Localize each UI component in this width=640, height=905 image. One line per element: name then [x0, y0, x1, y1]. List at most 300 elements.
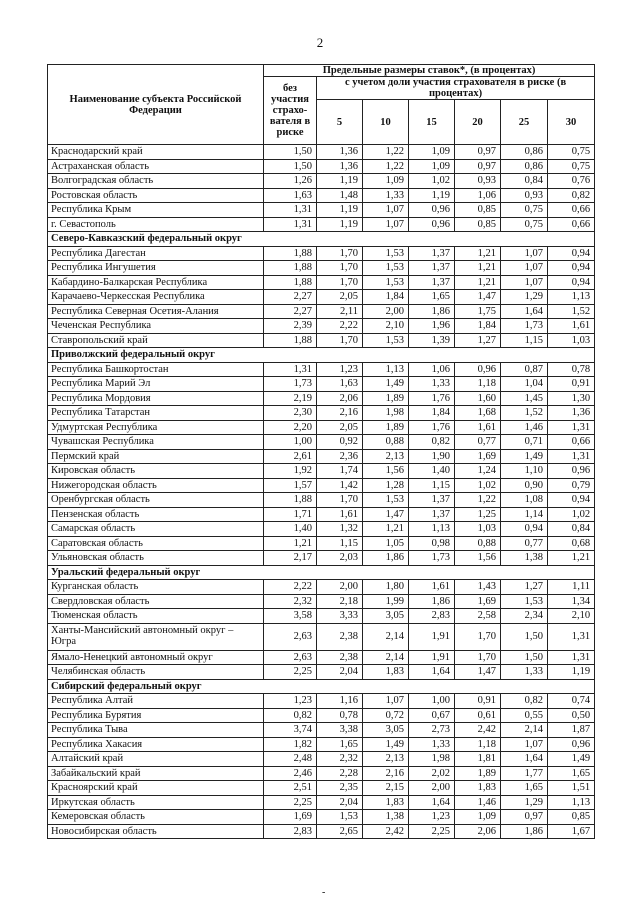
- table-row: [48, 708, 595, 723]
- rate-with-share-cell: 3,38: [317, 723, 363, 738]
- rate-with-share-cell: 1,37: [409, 493, 455, 508]
- table-row: [48, 406, 595, 421]
- rate-with-share-cell: 1,84: [409, 406, 455, 421]
- table-row: [48, 766, 595, 781]
- table-header: [48, 65, 595, 145]
- rate-with-share-cell: 1,53: [363, 275, 409, 290]
- rate-no-share-cell: 2,20: [264, 420, 317, 435]
- rate-with-share-cell: 0,84: [548, 522, 595, 537]
- rate-with-share-cell: 1,65: [501, 781, 548, 796]
- rate-with-share-cell: 0,77: [501, 536, 548, 551]
- rate-with-share-cell: 1,37: [409, 261, 455, 276]
- rate-with-share-cell: 2,38: [317, 650, 363, 665]
- table-row: [48, 536, 595, 551]
- rate-with-share-cell: 1,61: [548, 319, 595, 334]
- table-row: [48, 795, 595, 810]
- subject-name-cell: Кемеровская область: [48, 810, 264, 825]
- rate-with-share-cell: 1,37: [409, 507, 455, 522]
- rate-no-share-cell: 2,83: [264, 824, 317, 839]
- rate-with-share-cell: 1,18: [455, 737, 501, 752]
- subject-name-cell: Ульяновская область: [48, 551, 264, 566]
- subject-name-cell: Карачаево-Черкесская Республика: [48, 290, 264, 305]
- table-row: [48, 464, 595, 479]
- rate-with-share-cell: 0,96: [409, 203, 455, 218]
- rate-with-share-cell: 0,98: [409, 536, 455, 551]
- rate-with-share-cell: 1,42: [317, 478, 363, 493]
- rate-with-share-cell: 1,64: [409, 665, 455, 680]
- rate-with-share-cell: 0,75: [501, 203, 548, 218]
- rate-no-share-cell: 2,25: [264, 795, 317, 810]
- rate-with-share-cell: 1,64: [501, 304, 548, 319]
- rates-title-header: Предельные размеры ставок*, (в процентах): [264, 65, 595, 77]
- subject-name-cell: Чеченская Республика: [48, 319, 264, 334]
- table-row: [48, 551, 595, 566]
- rate-with-share-cell: 1,84: [455, 319, 501, 334]
- subject-name-cell: Нижегородская область: [48, 478, 264, 493]
- rate-no-share-cell: 2,51: [264, 781, 317, 796]
- rate-with-share-cell: 1,70: [317, 275, 363, 290]
- rate-with-share-cell: 1,13: [548, 795, 595, 810]
- rate-no-share-cell: 1,31: [264, 362, 317, 377]
- rate-with-share-cell: 0,94: [548, 261, 595, 276]
- rate-no-share-cell: 1,21: [264, 536, 317, 551]
- rate-no-share-cell: 2,32: [264, 594, 317, 609]
- rate-no-share-cell: 1,73: [264, 377, 317, 392]
- rate-with-share-cell: 1,08: [501, 493, 548, 508]
- rate-no-share-cell: 2,39: [264, 319, 317, 334]
- rate-with-share-cell: 1,02: [548, 507, 595, 522]
- table-row: [48, 217, 595, 232]
- rate-no-share-cell: 2,63: [264, 623, 317, 650]
- rate-no-share-cell: 1,63: [264, 188, 317, 203]
- rate-with-share-cell: 0,91: [455, 694, 501, 709]
- share-level-header: 25: [501, 100, 548, 145]
- rate-with-share-cell: 1,07: [501, 246, 548, 261]
- rate-no-share-cell: 1,31: [264, 203, 317, 218]
- rate-with-share-cell: 2,16: [363, 766, 409, 781]
- rate-no-share-cell: 2,25: [264, 665, 317, 680]
- rate-with-share-cell: 1,64: [501, 752, 548, 767]
- rate-with-share-cell: 2,00: [363, 304, 409, 319]
- rate-with-share-cell: 1,63: [317, 377, 363, 392]
- table-row: [48, 304, 595, 319]
- rate-with-share-cell: 1,02: [409, 174, 455, 189]
- district-name: Приволжский федеральный округ: [48, 348, 595, 363]
- rate-with-share-cell: 2,06: [455, 824, 501, 839]
- rate-with-share-cell: 1,19: [317, 203, 363, 218]
- rate-no-share-cell: 3,58: [264, 609, 317, 624]
- rate-with-share-cell: 1,46: [455, 795, 501, 810]
- subject-name-cell: Забайкальский край: [48, 766, 264, 781]
- district-header-row: [48, 565, 595, 580]
- rate-no-share-cell: 1,57: [264, 478, 317, 493]
- rate-with-share-cell: 1,29: [501, 290, 548, 305]
- rate-with-share-cell: 0,78: [548, 362, 595, 377]
- rate-with-share-cell: 2,06: [317, 391, 363, 406]
- rate-with-share-cell: 1,53: [363, 333, 409, 348]
- rate-with-share-cell: 1,70: [317, 333, 363, 348]
- rate-with-share-cell: 1,21: [455, 275, 501, 290]
- rate-with-share-cell: 0,93: [455, 174, 501, 189]
- rate-with-share-cell: 1,83: [363, 795, 409, 810]
- rate-with-share-cell: 1,19: [409, 188, 455, 203]
- rate-with-share-cell: 1,96: [409, 319, 455, 334]
- rate-no-share-cell: 1,88: [264, 261, 317, 276]
- subject-name-cell: Ханты-Мансийский автономный округ – Югра: [48, 623, 264, 650]
- rate-with-share-cell: 1,50: [501, 650, 548, 665]
- rate-with-share-cell: 2,35: [317, 781, 363, 796]
- rate-with-share-cell: 2,14: [363, 650, 409, 665]
- table-body: [48, 145, 595, 839]
- rate-with-share-cell: 2,42: [363, 824, 409, 839]
- rate-no-share-cell: 2,48: [264, 752, 317, 767]
- rate-with-share-cell: 0,71: [501, 435, 548, 450]
- subject-name-cell: Иркутская область: [48, 795, 264, 810]
- rate-no-share-cell: 1,23: [264, 694, 317, 709]
- rate-no-share-cell: 1,69: [264, 810, 317, 825]
- subject-name-cell: Республика Тыва: [48, 723, 264, 738]
- table-row: [48, 781, 595, 796]
- table-row: [48, 810, 595, 825]
- rate-with-share-cell: 0,96: [455, 362, 501, 377]
- table-row: [48, 694, 595, 709]
- rate-with-share-cell: 1,56: [455, 551, 501, 566]
- table-row: [48, 275, 595, 290]
- rate-with-share-cell: 1,49: [548, 752, 595, 767]
- rate-with-share-cell: 1,15: [501, 333, 548, 348]
- rate-with-share-cell: 1,21: [363, 522, 409, 537]
- district-name: Уральский федеральный округ: [48, 565, 595, 580]
- rate-with-share-cell: 1,73: [409, 551, 455, 566]
- rate-with-share-cell: 2,00: [317, 580, 363, 595]
- table-row: [48, 435, 595, 450]
- rate-with-share-cell: 1,65: [548, 766, 595, 781]
- rate-with-share-cell: 1,31: [548, 420, 595, 435]
- rate-with-share-cell: 1,06: [409, 362, 455, 377]
- rate-with-share-cell: 1,02: [455, 478, 501, 493]
- rate-with-share-cell: 0,66: [548, 435, 595, 450]
- rate-with-share-cell: 1,29: [501, 795, 548, 810]
- rate-with-share-cell: 1,24: [455, 464, 501, 479]
- rate-with-share-cell: 0,78: [317, 708, 363, 723]
- rate-with-share-cell: 1,15: [317, 536, 363, 551]
- subject-name-cell: Республика Дагестан: [48, 246, 264, 261]
- rate-with-share-cell: 2,36: [317, 449, 363, 464]
- rate-with-share-cell: 0,76: [548, 174, 595, 189]
- rate-no-share-cell: 2,46: [264, 766, 317, 781]
- rate-with-share-cell: 1,53: [363, 493, 409, 508]
- rate-no-share-cell: 2,27: [264, 304, 317, 319]
- rate-with-share-cell: 2,02: [409, 766, 455, 781]
- rate-no-share-cell: 2,63: [264, 650, 317, 665]
- rate-with-share-cell: 1,40: [409, 464, 455, 479]
- share-level-header: 20: [455, 100, 501, 145]
- rate-with-share-cell: 1,33: [363, 188, 409, 203]
- rate-with-share-cell: 1,33: [409, 737, 455, 752]
- share-level-header: 5: [317, 100, 363, 145]
- rate-with-share-cell: 1,49: [363, 737, 409, 752]
- rate-with-share-cell: 1,70: [455, 623, 501, 650]
- no-share-header: без участия страхо-вателя в риске: [264, 77, 317, 145]
- rate-with-share-cell: 1,53: [363, 261, 409, 276]
- rate-with-share-cell: 0,79: [548, 478, 595, 493]
- rate-with-share-cell: 1,89: [363, 420, 409, 435]
- rate-with-share-cell: 1,14: [501, 507, 548, 522]
- rate-with-share-cell: 1,09: [409, 159, 455, 174]
- footer-mark: -: [322, 887, 326, 898]
- rate-with-share-cell: 2,13: [363, 752, 409, 767]
- subject-name-cell: Ставропольский край: [48, 333, 264, 348]
- rate-with-share-cell: 1,51: [548, 781, 595, 796]
- rate-with-share-cell: 1,31: [548, 650, 595, 665]
- rate-with-share-cell: 1,48: [317, 188, 363, 203]
- rate-with-share-cell: 0,94: [548, 246, 595, 261]
- rate-with-share-cell: 1,21: [455, 246, 501, 261]
- rate-with-share-cell: 2,13: [363, 449, 409, 464]
- subject-name-cell: Республика Марий Эл: [48, 377, 264, 392]
- table-row: [48, 507, 595, 522]
- rate-with-share-cell: 2,03: [317, 551, 363, 566]
- rate-with-share-cell: 1,07: [363, 217, 409, 232]
- rate-with-share-cell: 1,73: [501, 319, 548, 334]
- rate-with-share-cell: 1,13: [409, 522, 455, 537]
- rate-with-share-cell: 0,90: [501, 478, 548, 493]
- rate-no-share-cell: 3,74: [264, 723, 317, 738]
- rate-with-share-cell: 1,09: [455, 810, 501, 825]
- rate-no-share-cell: 2,27: [264, 290, 317, 305]
- subject-name-cell: Республика Алтай: [48, 694, 264, 709]
- rate-with-share-cell: 2,10: [363, 319, 409, 334]
- rate-with-share-cell: 2,25: [409, 824, 455, 839]
- rate-with-share-cell: 1,39: [409, 333, 455, 348]
- rate-with-share-cell: 0,75: [501, 217, 548, 232]
- subject-name-cell: Курганская область: [48, 580, 264, 595]
- rate-with-share-cell: 1,98: [409, 752, 455, 767]
- rate-with-share-cell: 1,04: [501, 377, 548, 392]
- rate-with-share-cell: 1,00: [409, 694, 455, 709]
- rate-with-share-cell: 1,03: [455, 522, 501, 537]
- rate-with-share-cell: 1,19: [548, 665, 595, 680]
- rate-no-share-cell: 2,22: [264, 580, 317, 595]
- rate-with-share-cell: 2,18: [317, 594, 363, 609]
- rate-with-share-cell: 1,69: [455, 594, 501, 609]
- rate-with-share-cell: 2,14: [501, 723, 548, 738]
- rate-with-share-cell: 2,05: [317, 420, 363, 435]
- rate-with-share-cell: 1,43: [455, 580, 501, 595]
- rate-with-share-cell: 1,98: [363, 406, 409, 421]
- rate-with-share-cell: 1,86: [409, 304, 455, 319]
- with-share-header: с учетом доли участия страхователя в риске (в процентах): [317, 77, 595, 100]
- rate-with-share-cell: 0,96: [548, 737, 595, 752]
- page-number: 2: [316, 35, 324, 50]
- rate-with-share-cell: 1,37: [409, 275, 455, 290]
- rate-with-share-cell: 2,11: [317, 304, 363, 319]
- rate-with-share-cell: 1,09: [409, 145, 455, 160]
- rate-with-share-cell: 1,61: [455, 420, 501, 435]
- subject-name-cell: Краснодарский край: [48, 145, 264, 160]
- rate-with-share-cell: 0,92: [317, 435, 363, 450]
- table-row: [48, 145, 595, 160]
- table-row: [48, 188, 595, 203]
- subject-name-cell: Свердловская область: [48, 594, 264, 609]
- rate-with-share-cell: 1,84: [363, 290, 409, 305]
- rate-with-share-cell: 0,85: [455, 217, 501, 232]
- rate-with-share-cell: 1,36: [548, 406, 595, 421]
- rate-with-share-cell: 1,81: [455, 752, 501, 767]
- rate-with-share-cell: 1,38: [363, 810, 409, 825]
- rate-with-share-cell: 1,56: [363, 464, 409, 479]
- rate-with-share-cell: 1,31: [548, 449, 595, 464]
- district-name: Северо-Кавказский федеральный округ: [48, 232, 595, 247]
- rate-with-share-cell: 0,85: [548, 810, 595, 825]
- rate-with-share-cell: 1,22: [363, 145, 409, 160]
- rate-no-share-cell: 1,88: [264, 493, 317, 508]
- rate-with-share-cell: 1,70: [455, 650, 501, 665]
- table-row: [48, 723, 595, 738]
- rate-with-share-cell: 0,97: [455, 159, 501, 174]
- subject-name-cell: Республика Башкортостан: [48, 362, 264, 377]
- rate-with-share-cell: 1,30: [548, 391, 595, 406]
- rate-with-share-cell: 0,97: [455, 145, 501, 160]
- table-row: [48, 609, 595, 624]
- subject-column-header: Наименование субъекта Российской Федерации: [48, 65, 264, 145]
- rate-with-share-cell: 1,70: [317, 261, 363, 276]
- rate-with-share-cell: 3,05: [363, 609, 409, 624]
- rate-with-share-cell: 2,14: [363, 623, 409, 650]
- rate-with-share-cell: 1,53: [501, 594, 548, 609]
- rate-with-share-cell: 1,22: [455, 493, 501, 508]
- rate-with-share-cell: 1,21: [548, 551, 595, 566]
- subject-name-cell: Волгоградская область: [48, 174, 264, 189]
- rate-with-share-cell: 1,03: [548, 333, 595, 348]
- table-row: [48, 261, 595, 276]
- rate-with-share-cell: 1,49: [501, 449, 548, 464]
- rate-no-share-cell: 1,92: [264, 464, 317, 479]
- rate-with-share-cell: 2,04: [317, 795, 363, 810]
- rate-with-share-cell: 2,22: [317, 319, 363, 334]
- rate-with-share-cell: 0,96: [409, 217, 455, 232]
- share-level-header: 30: [548, 100, 595, 145]
- rate-with-share-cell: 1,36: [317, 145, 363, 160]
- subject-name-cell: Астраханская область: [48, 159, 264, 174]
- table-row: [48, 665, 595, 680]
- table-row: [48, 203, 595, 218]
- rate-with-share-cell: 1,06: [455, 188, 501, 203]
- rate-with-share-cell: 0,88: [363, 435, 409, 450]
- rate-with-share-cell: 1,07: [501, 737, 548, 752]
- insurance-rates-table: [47, 64, 595, 839]
- subject-name-cell: Оренбургская область: [48, 493, 264, 508]
- rate-with-share-cell: 0,50: [548, 708, 595, 723]
- rate-with-share-cell: 1,83: [455, 781, 501, 796]
- rate-no-share-cell: 1,40: [264, 522, 317, 537]
- share-level-header: 15: [409, 100, 455, 145]
- rate-with-share-cell: 1,53: [363, 246, 409, 261]
- table-row: [48, 493, 595, 508]
- rate-with-share-cell: 2,38: [317, 623, 363, 650]
- table-row: [48, 246, 595, 261]
- rate-with-share-cell: 1,33: [501, 665, 548, 680]
- rate-with-share-cell: 0,86: [501, 159, 548, 174]
- table-row: [48, 391, 595, 406]
- district-header-row: [48, 232, 595, 247]
- subject-name-cell: Республика Северная Осетия-Алания: [48, 304, 264, 319]
- rate-with-share-cell: 0,66: [548, 217, 595, 232]
- subject-name-cell: Ямало-Ненецкий автономный округ: [48, 650, 264, 665]
- subject-name-cell: Удмуртская Республика: [48, 420, 264, 435]
- table-row: [48, 522, 595, 537]
- rate-with-share-cell: 1,19: [317, 217, 363, 232]
- table-row: [48, 319, 595, 334]
- subject-name-cell: Тюменская область: [48, 609, 264, 624]
- subject-name-cell: Алтайский край: [48, 752, 264, 767]
- table-row: [48, 650, 595, 665]
- table-row: [48, 478, 595, 493]
- rate-with-share-cell: 1,16: [317, 694, 363, 709]
- subject-name-cell: Республика Татарстан: [48, 406, 264, 421]
- rate-with-share-cell: 2,04: [317, 665, 363, 680]
- rate-with-share-cell: 1,52: [548, 304, 595, 319]
- rate-with-share-cell: 0,85: [455, 203, 501, 218]
- rate-with-share-cell: 2,16: [317, 406, 363, 421]
- subject-name-cell: Республика Бурятия: [48, 708, 264, 723]
- rate-with-share-cell: 1,64: [409, 795, 455, 810]
- district-header-row: [48, 679, 595, 694]
- rate-no-share-cell: 1,82: [264, 737, 317, 752]
- rate-with-share-cell: 0,96: [548, 464, 595, 479]
- district-header-row: [48, 348, 595, 363]
- rate-with-share-cell: 1,23: [409, 810, 455, 825]
- subject-name-cell: Республика Мордовия: [48, 391, 264, 406]
- rate-with-share-cell: 1,91: [409, 650, 455, 665]
- rate-with-share-cell: 2,32: [317, 752, 363, 767]
- rate-with-share-cell: 1,27: [455, 333, 501, 348]
- rate-with-share-cell: 1,07: [363, 203, 409, 218]
- table-row: [48, 623, 595, 650]
- rate-with-share-cell: 1,36: [317, 159, 363, 174]
- rate-with-share-cell: 1,27: [501, 580, 548, 595]
- rate-with-share-cell: 0,84: [501, 174, 548, 189]
- rate-with-share-cell: 1,07: [501, 275, 548, 290]
- rate-with-share-cell: 1,28: [363, 478, 409, 493]
- table-row: [48, 290, 595, 305]
- rate-with-share-cell: 1,61: [409, 580, 455, 595]
- rate-with-share-cell: 1,87: [548, 723, 595, 738]
- rate-with-share-cell: 2,42: [455, 723, 501, 738]
- rate-with-share-cell: 1,99: [363, 594, 409, 609]
- rate-with-share-cell: 1,91: [409, 623, 455, 650]
- rate-with-share-cell: 2,00: [409, 781, 455, 796]
- rate-with-share-cell: 0,61: [455, 708, 501, 723]
- rate-with-share-cell: 1,61: [317, 507, 363, 522]
- rate-with-share-cell: 0,77: [455, 435, 501, 450]
- subject-name-cell: Кабардино-Балкарская Республика: [48, 275, 264, 290]
- share-level-header: 10: [363, 100, 409, 145]
- rate-with-share-cell: 1,76: [409, 420, 455, 435]
- rate-no-share-cell: 2,30: [264, 406, 317, 421]
- subject-name-cell: Чувашская Республика: [48, 435, 264, 450]
- rate-with-share-cell: 0,72: [363, 708, 409, 723]
- rate-no-share-cell: 0,82: [264, 708, 317, 723]
- rate-no-share-cell: 1,88: [264, 246, 317, 261]
- rate-with-share-cell: 1,77: [501, 766, 548, 781]
- rate-with-share-cell: 0,66: [548, 203, 595, 218]
- rate-with-share-cell: 0,94: [548, 275, 595, 290]
- rate-with-share-cell: 1,07: [363, 694, 409, 709]
- rate-with-share-cell: 1,09: [363, 174, 409, 189]
- rate-with-share-cell: 1,21: [455, 261, 501, 276]
- rate-with-share-cell: 1,47: [455, 290, 501, 305]
